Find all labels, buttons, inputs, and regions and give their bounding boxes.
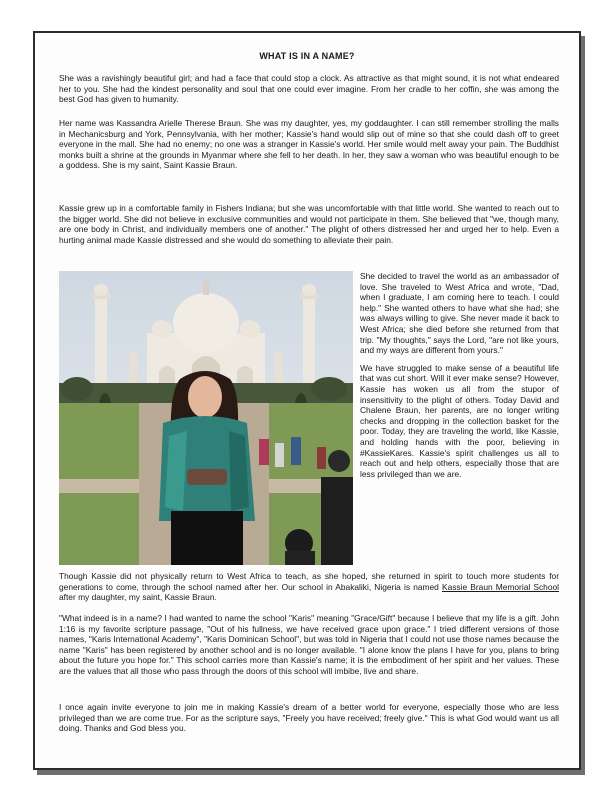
school-text-end: after my daughter, my saint, Kassie Braun.	[59, 592, 217, 603]
paragraph-name: Her name was Kassandra Arielle Therese Braun. She was my daughter, yes, my goddaughter. I can still remember strolling the malls in Mechanicsburg and York, Pennsylvania, with her mother; Kassie's hand would slip out of mine so that she could dash off to greet everyone in the mall. She had no enemy; no one was a stranger in Kassie's world. Her smile would melt away your pain. The Buddhist monks built a shrine at the grounds in Myanmar where she fell to her death. In her, they saw a woman who was beautiful enough to be a goddess. She is my saint, Saint Kassie Braun.	[59, 118, 559, 171]
face	[188, 376, 222, 418]
school-name-link: Kassie Braun Memorial School	[441, 581, 559, 592]
black-skirt	[171, 511, 243, 565]
page-title: WHAT IS IN A NAME?	[259, 51, 355, 61]
paragraph-ambassador: She decided to travel the world as an ambassador of love. She traveled to West Africa and wrote, "Dad, when I graduate, I am coming here to teach. I could help." She wanted others to have what she had; she was always willing to give. She never made it back to West Africa; she died before she returned from that trip. "My thoughts," says the Lord, "are not like yours, and my ways are different from yours."	[360, 271, 559, 356]
tourist	[259, 439, 269, 465]
school-text-start: Though Kassie did not physically return to West Africa to teach, as she hoped, she returned in spirit to touch more students for generations to come, through the school named after her. Our school in Abakaliki, Nigeria is named	[59, 571, 559, 592]
main-dome	[173, 293, 239, 353]
side-column	[360, 271, 559, 486]
paragraph-childhood: Kassie grew up in a comfortable family in Fishers Indiana; but she was uncomfortable with that little world. She wanted to reach out to the bigger world. She did not believe in exclusive communities and would not participate in them. She believed that "we, though many, are one body in Christ, and individually members one of another." The plight of others distressed her and urged her to help. Even a hurting animal made Kassie distressed and she would do something to alleviate their pain.	[59, 203, 559, 245]
taj-mahal-photo	[59, 271, 353, 565]
paragraph-karis: "What indeed is in a name? I had wanted to name the school "Karis" meaning "Grace/Gift" because I believe that my life is a gift. John 1:16 is my favorite scripture passage, "Out of his fullness, we have received grace upon grace." I tried different versions of those names, "Karis International Academy", "Karis Dominican School", but was told in Nigeria that I could not use those names because the name "Karis" has been registered by another school and is no longer available. "I alone know the plans I have for you, plans to bring about the future you hope for." This school carries more than Kassie's name; it is the embodiment of her spirit and her values. These are the values that all those who pass through the doors of this school will imbibe, live and share.	[59, 613, 559, 676]
clutch-bag	[187, 469, 227, 485]
paragraph-intro: She was a ravishingly beautiful girl; and had a face that could stop a clock. As attractive as that might sound, it is not what endeared her to you. She had the kindest personality and soul that one could ever imagine. From her cradle to her coffin, she was among the best God has given to humanity.	[59, 73, 559, 105]
paragraph-struggle: We have struggled to make sense of a beautiful life that was cut short. Will it ever make sense? However, Kassie has woken us all from the stupor of insensitivity to the plight of others. Today David and Chalene Braun, her parents, are no longer writing checks and dropping in the collection basket for the poor. Today, they are traveling the world, like Kassie, and holding hands with the poor, believing in #KassieKares. Kassie's spirit challenges us all to reach out and help others, especially those that are less privileged than we are.	[360, 362, 559, 479]
minaret-left	[95, 299, 107, 391]
paragraph-school	[59, 571, 559, 603]
photo-illustration	[59, 271, 353, 565]
paragraph-invitation: I once again invite everyone to join me in making Kassie's dream of a better world for everyone, especially those who are less privileged than we are come true. For as the scripture says, "Freely you have received; freely give." This is what God would want us all doing. Thanks and God bless you.	[59, 702, 559, 734]
man-in-black-shirt	[321, 477, 353, 565]
minaret-right	[303, 299, 315, 391]
document-page	[33, 31, 581, 770]
